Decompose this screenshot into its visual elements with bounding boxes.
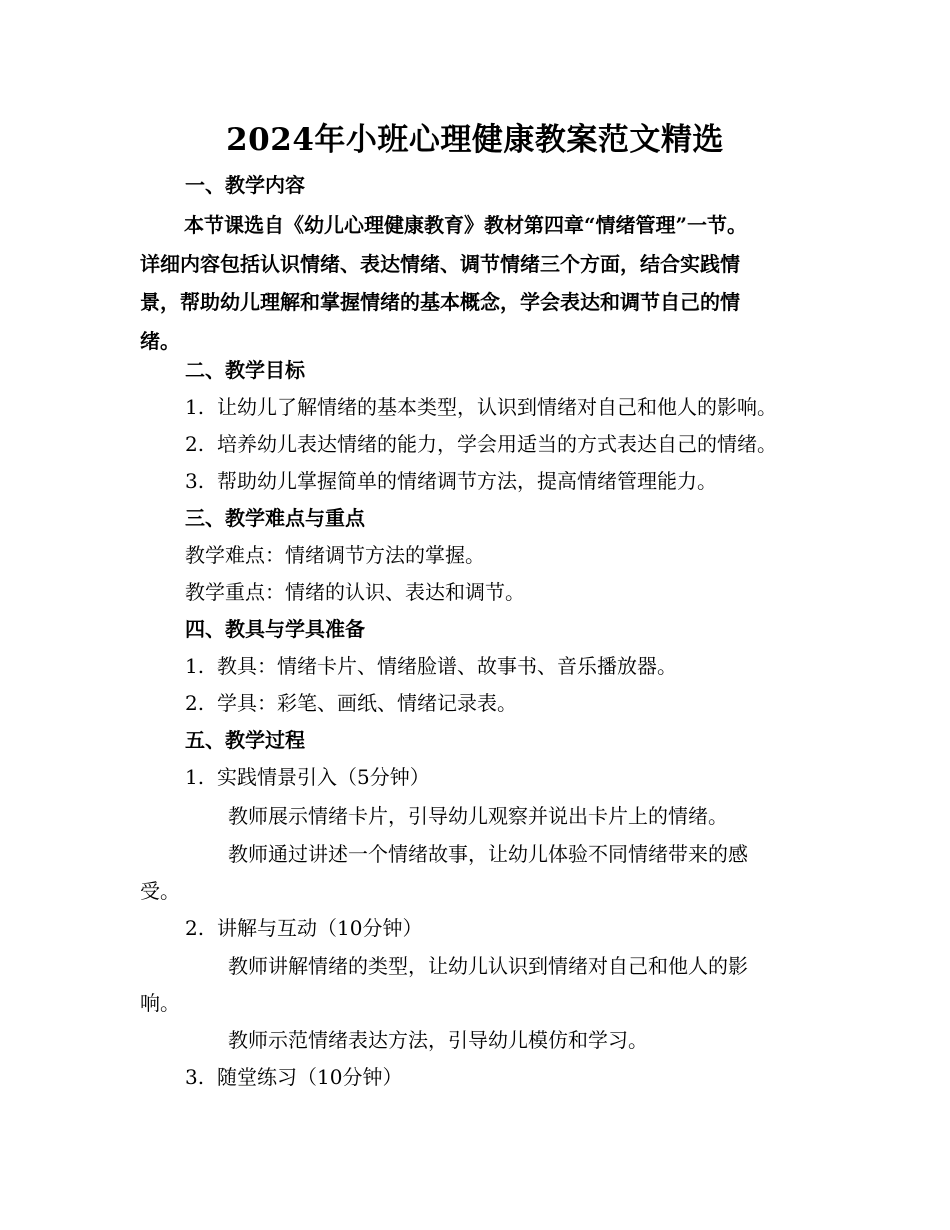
list-text: 让幼儿了解情绪的基本类型，认识到情绪对自己和他人的影响。 [217, 395, 777, 419]
step-text: 实践情景引入（5分钟） [217, 765, 430, 789]
paragraph-line: 绪。 [140, 328, 180, 353]
list-number: 2. [185, 432, 205, 456]
focus-text: 教学重点：情绪的认识、表达和调节。 [185, 580, 525, 604]
step-text: 随堂练习（10分钟） [217, 1065, 403, 1089]
step-paragraph: 教师通过讲述一个情绪故事，让幼儿体验不同情绪带来的感 [228, 842, 748, 866]
paragraph-line: 本节课选自《幼儿心理健康教育》教材第四章“情绪管理”一节。 [184, 213, 748, 237]
step-paragraph: 教师示范情绪表达方法，引导幼儿模仿和学习。 [228, 1028, 648, 1052]
list-item [185, 393, 777, 421]
section-heading-content: 一、教学内容 [185, 173, 305, 197]
section-heading-difficulties: 三、教学难点与重点 [185, 506, 365, 530]
list-item [185, 430, 777, 458]
section-heading-objectives: 二、教学目标 [185, 358, 305, 382]
list-number: 2. [185, 916, 205, 940]
list-number: 3. [185, 1065, 205, 1089]
section-heading-materials: 四、教具与学具准备 [185, 617, 365, 641]
list-number: 1. [185, 765, 205, 789]
list-item [185, 467, 717, 495]
step-paragraph-cont: 受。 [140, 879, 180, 903]
step-paragraph: 教师展示情绪卡片，引导幼儿观察并说出卡片上的情绪。 [228, 804, 728, 828]
list-text: 帮助幼儿掌握简单的情绪调节方法，提高情绪管理能力。 [217, 469, 717, 493]
list-item [185, 652, 677, 680]
paragraph-line: 景，帮助幼儿理解和掌握情绪的基本概念，学会表达和调节自己的情 [140, 290, 740, 314]
list-text: 学具：彩笔、画纸、情绪记录表。 [217, 691, 517, 715]
difficulty-text: 教学难点：情绪调节方法的掌握。 [185, 543, 485, 567]
list-number: 1. [185, 654, 205, 678]
list-text: 培养幼儿表达情绪的能力，学会用适当的方式表达自己的情绪。 [217, 432, 777, 456]
paragraph-line: 详细内容包括认识情绪、表达情绪、调节情绪三个方面，结合实践情 [140, 251, 740, 276]
step-item [185, 914, 422, 942]
section-heading-process: 五、教学过程 [185, 728, 305, 752]
step-paragraph-cont: 响。 [140, 991, 180, 1015]
list-number: 3. [185, 469, 205, 493]
step-item [185, 1063, 402, 1091]
step-item [185, 763, 430, 791]
step-paragraph: 教师讲解情绪的类型，让幼儿认识到情绪对自己和他人的影 [228, 954, 748, 978]
list-number: 2. [185, 691, 205, 715]
step-text: 讲解与互动（10分钟） [217, 916, 423, 940]
list-item [185, 689, 517, 717]
page-title: 2024年小班心理健康教案范文精选 [226, 122, 724, 158]
content-paragraph [140, 206, 820, 360]
list-text: 教具：情绪卡片、情绪脸谱、故事书、音乐播放器。 [217, 654, 677, 678]
list-number: 1. [185, 395, 205, 419]
